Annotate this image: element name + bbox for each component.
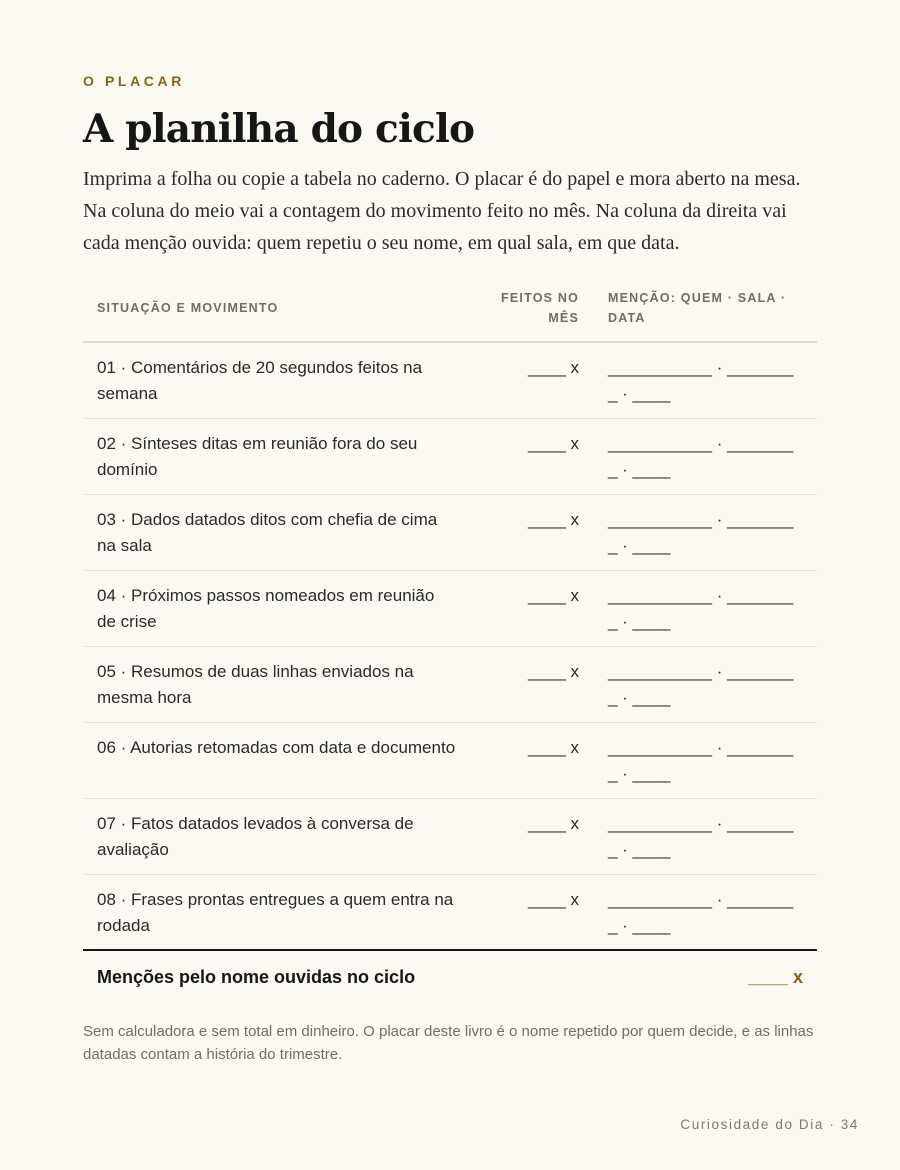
table-row bbox=[83, 343, 817, 419]
page-footer: Curiosidade do Dia · 34 bbox=[680, 1117, 859, 1132]
situation-cell: 04 · Próximos passos nomeados em reunião de crise bbox=[97, 586, 435, 631]
footnote: Sem calculadora e sem total em dinheiro. O placar deste livro é o nome repetido por quem decide, e as linhas datadas contam a história do trimestre. bbox=[83, 1023, 814, 1063]
count-field: ____ x bbox=[527, 358, 579, 377]
section-eyebrow: O PLACAR bbox=[83, 73, 185, 89]
table-row bbox=[83, 571, 817, 647]
table-row bbox=[83, 799, 817, 875]
table-body bbox=[83, 343, 817, 950]
page-title: A planilha do ciclo bbox=[83, 106, 475, 152]
count-field: ____ x bbox=[527, 510, 579, 529]
mention-field: ___________ · ________ · ____ bbox=[608, 586, 794, 631]
count-field: ____ x bbox=[527, 890, 579, 909]
situation-cell: 02 · Sínteses ditas em reunião fora do seu domínio bbox=[97, 434, 418, 479]
count-field: ____ x bbox=[527, 434, 579, 453]
mention-field: ___________ · ________ · ____ bbox=[608, 358, 794, 403]
column-header-mention: MENÇÃO: QUEM · SALA · DATA bbox=[608, 291, 787, 325]
mention-field: ___________ · ________ · ____ bbox=[608, 814, 794, 859]
total-count-field: ____ x bbox=[747, 967, 803, 987]
situation-cell: 06 · Autorias retomadas com data e documento bbox=[97, 738, 456, 757]
count-field: ____ x bbox=[527, 586, 579, 605]
table-row bbox=[83, 495, 817, 571]
situation-cell: 05 · Resumos de duas linhas enviados na mesma hora bbox=[97, 662, 414, 707]
column-header-count: FEITOS NO MÊS bbox=[501, 291, 579, 325]
mention-field: ___________ · ________ · ____ bbox=[608, 890, 794, 935]
table-row bbox=[83, 647, 817, 723]
mention-field: ___________ · ________ · ____ bbox=[608, 510, 794, 555]
count-field: ____ x bbox=[527, 814, 579, 833]
situation-cell: 03 · Dados datados ditos com chefia de cima na sala bbox=[97, 510, 438, 555]
mention-field: ___________ · ________ · ____ bbox=[608, 662, 794, 707]
mention-field: ___________ · ________ · ____ bbox=[608, 738, 794, 783]
total-row bbox=[83, 949, 817, 1009]
count-field: ____ x bbox=[527, 662, 579, 681]
situation-cell: 08 · Frases prontas entregues a quem entra na rodada bbox=[97, 890, 454, 935]
situation-cell: 01 · Comentários de 20 segundos feitos na semana bbox=[97, 358, 423, 403]
total-label: Menções pelo nome ouvidas no ciclo bbox=[97, 967, 416, 987]
count-field: ____ x bbox=[527, 738, 579, 757]
column-header-situation: SITUAÇÃO E MOVIMENTO bbox=[97, 301, 279, 315]
table-row bbox=[83, 419, 817, 495]
table-header bbox=[83, 286, 817, 343]
situation-cell: 07 · Fatos datados levados à conversa de avaliação bbox=[97, 814, 414, 859]
intro-paragraph: Imprima a folha ou copie a tabela no caderno. O placar é do papel e mora aberto na mesa. Na coluna do meio vai a contagem do movimento feito no mês. Na coluna da direita vai cada menção ouvida: quem repetiu o seu nome, em qual sala, em que data. bbox=[83, 168, 801, 254]
table-row bbox=[83, 723, 817, 799]
mention-field: ___________ · ________ · ____ bbox=[608, 434, 794, 479]
table-row bbox=[83, 875, 817, 950]
